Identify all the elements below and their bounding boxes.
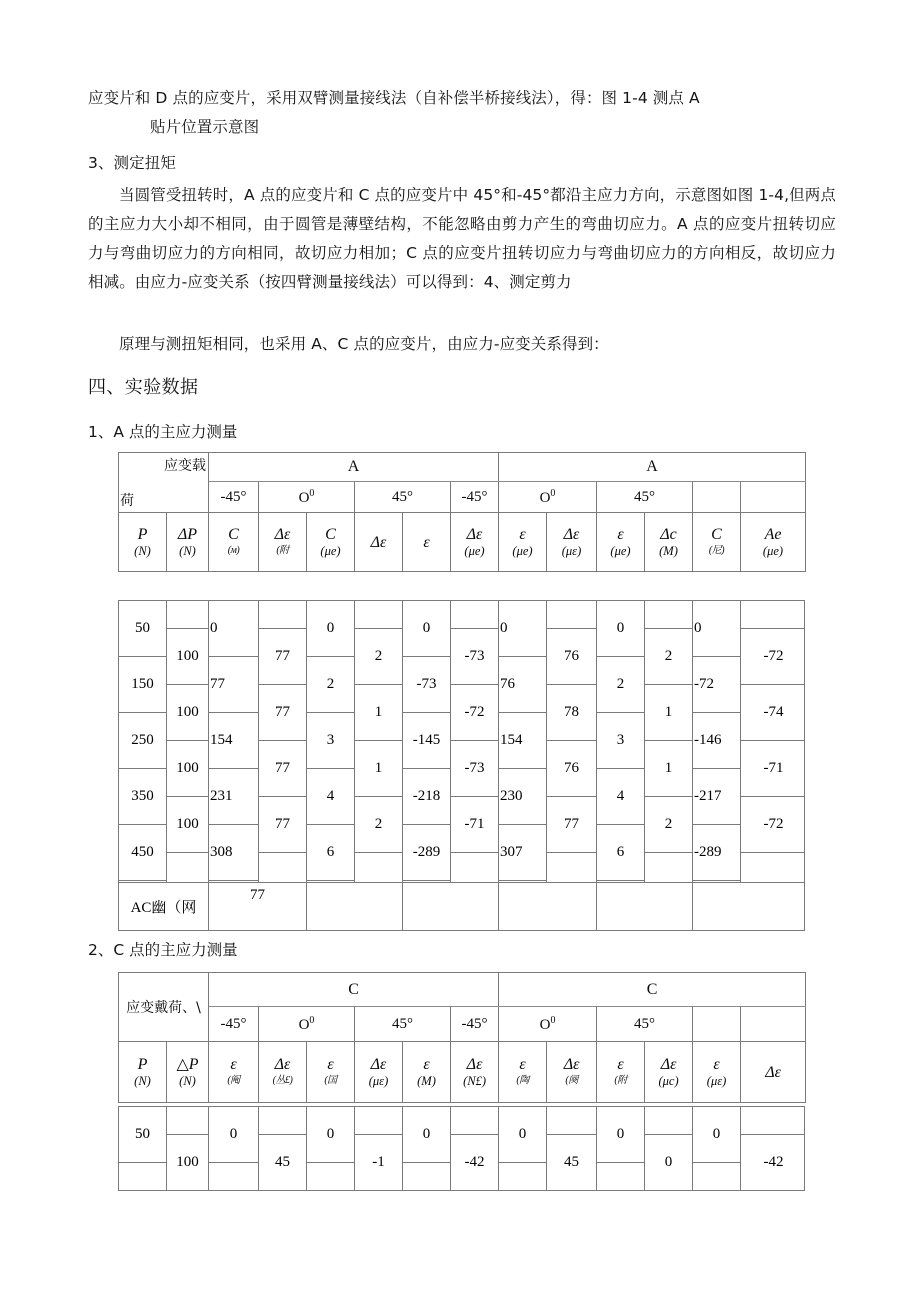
data-cell: 0: [499, 1107, 546, 1163]
symbol-unit: (με): [368, 1073, 389, 1088]
data-cell: 50: [119, 601, 166, 657]
data-cell: 307: [499, 825, 546, 881]
data-cell: -72: [451, 685, 498, 741]
symbol-glyph: △P: [176, 1055, 199, 1073]
symbol-unit: (国: [324, 1074, 337, 1086]
data-column-de_0: [355, 601, 403, 882]
symbol-glyph: Δε: [563, 1055, 580, 1073]
load-label-line1: 应变载: [164, 458, 206, 474]
symbol-glyph: ε: [423, 533, 430, 551]
data-cell: 76: [547, 629, 596, 685]
symbol-unit: (附: [276, 544, 289, 556]
data-column-e2_n45: [499, 601, 547, 882]
table-a-group-1-label: A: [347, 458, 360, 475]
paragraph-1b-text: 贴片位置示意图: [150, 118, 260, 136]
symbol-cell-10: [597, 513, 645, 572]
data-cell: 0: [403, 601, 450, 657]
paragraph-2-text: 3、测定扭矩: [88, 154, 176, 172]
data-column-dc2_0: [645, 601, 693, 882]
table-c-angle-6: 45°: [597, 1007, 693, 1042]
data-cell: 100: [167, 685, 208, 741]
data-cell: -217: [693, 769, 740, 825]
symbol-cell-6: [403, 1042, 451, 1103]
sub-heading-1: [88, 420, 237, 444]
table-c-angle-3: 45°: [355, 1007, 451, 1042]
table-c-load-label: [119, 973, 209, 1042]
table-a-angle-3: 45°: [355, 482, 451, 513]
paragraph-1: [88, 84, 833, 113]
symbol-glyph: Δε: [466, 525, 483, 543]
data-cell: 0: [209, 601, 258, 657]
data-cell: -145: [403, 713, 450, 769]
data-column-de_0: [355, 1107, 403, 1190]
data-cell: 1: [645, 685, 692, 741]
symbol-cell-7: [451, 513, 499, 572]
data-cell: -73: [451, 741, 498, 797]
data-cell: 100: [167, 629, 208, 685]
data-column-deltaP: [167, 601, 209, 882]
data-cell-lead: [547, 1107, 596, 1135]
data-cell: -72: [693, 657, 740, 713]
symbol-unit: (M): [659, 543, 678, 558]
table-a-group-row: [119, 453, 806, 482]
data-cell: -74: [741, 685, 805, 741]
data-column-de2_45: [741, 1107, 805, 1190]
symbol-glyph: ε: [423, 1055, 430, 1073]
table-a-angle-1: -45°: [209, 482, 259, 513]
data-column-de_45: [451, 601, 499, 882]
table-a-data-grid: [118, 600, 805, 883]
data-column-de_n45: [259, 601, 307, 882]
table-c-group-1: [209, 973, 499, 1007]
angle-superscript: 0: [309, 487, 315, 499]
data-column-e_45: [403, 601, 451, 882]
symbol-cell-5: [355, 513, 403, 572]
data-cell: 77: [547, 797, 596, 853]
table-c-header: [118, 972, 806, 1103]
symbol-glyph: ε: [327, 1055, 334, 1073]
data-cell: 45: [547, 1135, 596, 1191]
symbol-cell-3: [259, 1042, 307, 1103]
table-a-header: [118, 452, 806, 572]
table-a-summary-row: [118, 883, 805, 931]
data-cell-lead: [547, 601, 596, 629]
symbol-cell-3: [259, 513, 307, 572]
table-c-group-row: [119, 973, 806, 1007]
data-cell: -72: [741, 629, 805, 685]
data-cell: 2: [645, 797, 692, 853]
symbol-glyph: ε: [617, 1055, 624, 1073]
data-cell: 3: [597, 713, 644, 769]
data-cell: 6: [307, 825, 354, 881]
symbol-glyph: C: [228, 525, 239, 543]
symbol-glyph: Δε: [370, 533, 387, 551]
section-heading-text: 四、实验数据: [88, 377, 199, 398]
data-column-e_45: [403, 1107, 451, 1190]
data-cell: 2: [355, 797, 402, 853]
symbol-unit: (阕: [565, 1074, 578, 1086]
summary-empty-2: [307, 883, 403, 930]
data-cell: -1: [355, 1135, 402, 1191]
data-column-e2_n45: [499, 1107, 547, 1190]
data-cell: 0: [693, 1107, 740, 1163]
symbol-unit: (μe): [464, 543, 485, 558]
data-cell-lead: [645, 1107, 692, 1135]
data-cell-lead: [451, 1107, 498, 1135]
paragraph-4-text: 原理与测扭矩相同，也采用 A、C 点的应变片，由应力-应变关系得到：: [119, 335, 609, 353]
data-cell: 3: [307, 713, 354, 769]
data-column-de_45: [451, 1107, 499, 1190]
table-c-data-grid: [118, 1106, 805, 1191]
paragraph-4: [88, 330, 836, 359]
data-cell: 0: [209, 1107, 258, 1163]
sub-heading-1-text: 1、A 点的主应力测量: [88, 423, 238, 441]
summary-label: AC幽（网: [119, 883, 209, 930]
data-cell: 230: [499, 769, 546, 825]
symbol-unit: (N): [179, 543, 196, 558]
symbol-cell-11: [645, 1042, 693, 1103]
data-cell: 77: [259, 629, 306, 685]
symbol-cell-1: [167, 513, 209, 572]
symbol-unit: (陶: [516, 1074, 529, 1086]
symbol-cell-11: [645, 513, 693, 572]
data-cell-lead: [741, 601, 805, 629]
data-cell: 2: [597, 657, 644, 713]
data-cell: 154: [499, 713, 546, 769]
paragraph-3: [88, 181, 836, 297]
symbol-glyph: Δε: [765, 1063, 781, 1081]
data-cell: 1: [355, 741, 402, 797]
data-cell-lead: [259, 1107, 306, 1135]
data-column-e2_0: [597, 1107, 645, 1190]
data-column-de2_0: [645, 1107, 693, 1190]
symbol-glyph: Δc: [660, 525, 677, 543]
paragraph-2-heading: [88, 149, 833, 178]
symbol-cell-4: [307, 1042, 355, 1103]
symbol-cell-0: [119, 513, 167, 572]
data-cell: 4: [307, 769, 354, 825]
table-c-angle-8: [741, 1007, 806, 1042]
data-cell: 100: [167, 741, 208, 797]
load-label-line2: 荷: [120, 493, 134, 509]
data-cell: 45: [259, 1135, 306, 1191]
table-c-angle-5: $O^0$: [499, 1007, 597, 1042]
section-heading: [88, 375, 198, 401]
data-cell: 0: [645, 1135, 692, 1191]
table-a-angle-8: [741, 482, 806, 513]
data-cell: -289: [693, 825, 740, 881]
data-cell: 1: [645, 741, 692, 797]
data-column-ae2_45: [741, 601, 805, 882]
data-cell-lead: [741, 1107, 805, 1135]
data-cell: 154: [209, 713, 258, 769]
data-cell: 2: [645, 629, 692, 685]
symbol-cell-9: [547, 513, 597, 572]
table-a-angle-row: [119, 482, 806, 513]
summary-empty-4: [499, 883, 597, 930]
data-cell: 0: [693, 601, 740, 657]
data-cell: 350: [119, 769, 166, 825]
data-cell: 250: [119, 713, 166, 769]
symbol-glyph: ε: [230, 1055, 237, 1073]
symbol-unit: (丛£): [272, 1074, 293, 1086]
symbol-cell-6: [403, 513, 451, 572]
table-c-load-label-text: 应变戴荷、\: [126, 1000, 201, 1016]
data-column-de2_n45: [547, 601, 597, 882]
data-cell: 4: [597, 769, 644, 825]
data-cell: 77: [209, 657, 258, 713]
data-cell: 308: [209, 825, 258, 881]
data-cell: 2: [355, 629, 402, 685]
data-cell-lead: [167, 1107, 208, 1135]
symbol-glyph: ε: [713, 1055, 720, 1073]
table-c-angle-row: [119, 1007, 806, 1042]
symbol-cell-1: [167, 1042, 209, 1103]
table-a-angle-2: $O^0$: [259, 482, 355, 513]
symbol-cell-2: [209, 513, 259, 572]
symbol-glyph: C: [711, 525, 722, 543]
table-a-angle-4: -45°: [451, 482, 499, 513]
symbol-glyph: Δε: [370, 1055, 387, 1073]
symbol-glyph: Ae: [764, 525, 782, 543]
table-c-group-1-label: C: [348, 980, 359, 998]
table-a-angle-6: 45°: [597, 482, 693, 513]
table-a-load-label: [119, 453, 209, 513]
symbol-unit: (附: [614, 1074, 627, 1086]
data-cell: 0: [307, 601, 354, 657]
data-cell: 0: [597, 601, 644, 657]
table-a-angle-7: [693, 482, 741, 513]
data-column-c2_45: [693, 601, 741, 882]
data-cell-lead: [355, 601, 402, 629]
data-cell: -71: [741, 741, 805, 797]
data-cell: 100: [167, 1135, 208, 1191]
symbol-cell-8: [499, 1042, 547, 1103]
data-cell-lead: [451, 601, 498, 629]
symbol-glyph: P: [137, 1055, 148, 1073]
symbol-unit: (阄: [227, 1074, 240, 1086]
table-a-symbol-row: [119, 513, 806, 572]
data-cell: 77: [259, 741, 306, 797]
data-cell: 0: [499, 601, 546, 657]
symbol-unit: (μc): [658, 1073, 679, 1088]
data-cell: 231: [209, 769, 258, 825]
table-c-angle-1: -45°: [209, 1007, 259, 1042]
data-cell: -146: [693, 713, 740, 769]
symbol-glyph: Δε: [563, 525, 580, 543]
symbol-glyph: ΔP: [177, 525, 198, 543]
data-cell-lead: [167, 601, 208, 629]
symbol-glyph: C: [325, 525, 336, 543]
data-column-e2_0: [597, 601, 645, 882]
table-a-group-2: [499, 453, 806, 482]
data-cell: 0: [403, 1107, 450, 1163]
symbol-glyph: Δε: [274, 1055, 291, 1073]
data-cell: 100: [167, 797, 208, 853]
data-cell: 0: [597, 1107, 644, 1163]
sub-heading-2-text: 2、C 点的主应力测量: [88, 941, 238, 959]
symbol-unit: (尼): [708, 544, 725, 556]
data-cell: 76: [547, 741, 596, 797]
data-cell: -73: [403, 657, 450, 713]
symbol-unit: (μe): [610, 543, 631, 558]
data-cell: -72: [741, 797, 805, 853]
symbol-glyph: Δε: [274, 525, 291, 543]
table-a-angle-5: $O^0$: [499, 482, 597, 513]
data-cell: -42: [451, 1135, 498, 1191]
data-cell: -218: [403, 769, 450, 825]
symbol-glyph: Δε: [466, 1055, 483, 1073]
data-column-e_n45: [209, 1107, 259, 1190]
symbol-glyph: P: [137, 525, 148, 543]
table-c-angle-2: $O^0$: [259, 1007, 355, 1042]
symbol-unit: (N): [179, 1073, 196, 1088]
table-c-angle-7: [693, 1007, 741, 1042]
data-cell: -73: [451, 629, 498, 685]
symbol-cell-4: [307, 513, 355, 572]
table-c-group-2-label: C: [646, 980, 658, 998]
data-cell: 450: [119, 825, 166, 881]
table-c-group-2: [499, 973, 806, 1007]
data-cell-lead: [355, 1107, 402, 1135]
data-column-e2_45: [693, 1107, 741, 1190]
data-cell: 50: [119, 1107, 166, 1163]
paragraph-3-text: 当圆管受扭转时，A 点的应变片和 C 点的应变片中 45°和-45°都沿主应力方向，示意图如图 1-4,但两点的主应力大小却不相同，由于圆管是薄壁结构，不能忽略由剪力产生的弯曲切应力。A 点的应变片扭转切应力与弯曲切应力的方向相同，故切应力相加；C 点的应变片扭转切应力与弯曲切应力的方向相反，故切应力相减。由应力-应变关系（按四臂测量接线法）可以得到：4、测定剪力: [88, 186, 836, 291]
table-a-group-2-label: A: [646, 458, 658, 475]
symbol-cell-12: [693, 513, 741, 572]
summary-empty-6: [693, 883, 806, 930]
data-cell-lead: [259, 601, 306, 629]
symbol-cell-13: [741, 513, 806, 572]
symbol-cell-10: [597, 1042, 645, 1103]
symbol-glyph: ε: [617, 525, 624, 543]
symbol-unit: (N): [134, 543, 151, 558]
symbol-unit: (N£): [463, 1073, 486, 1088]
symbol-cell-2: [209, 1042, 259, 1103]
symbol-cell-7: [451, 1042, 499, 1103]
symbol-unit: (με): [706, 1073, 727, 1088]
symbol-unit: (м): [227, 544, 240, 556]
data-cell: 0: [307, 1107, 354, 1163]
symbol-cell-12: [693, 1042, 741, 1103]
symbol-glyph: ε: [519, 525, 526, 543]
symbol-cell-8: [499, 513, 547, 572]
data-column-de_n45: [259, 1107, 307, 1190]
symbol-unit: (μe): [512, 543, 533, 558]
data-column-P: [119, 601, 167, 882]
data-cell: 77: [259, 797, 306, 853]
data-column-P: [119, 1107, 167, 1190]
data-cell-lead: [645, 601, 692, 629]
symbol-cell-0: [119, 1042, 167, 1103]
paragraph-1-text: 应变片和 D 点的应变片，采用双臂测量接线法（自补偿半桥接线法），得：图 1-4 测点 A: [88, 89, 700, 107]
data-cell: 2: [307, 657, 354, 713]
sub-heading-2: [88, 938, 238, 962]
symbol-unit: (N): [134, 1073, 151, 1088]
symbol-glyph: Δε: [660, 1055, 677, 1073]
data-cell: 150: [119, 657, 166, 713]
data-column-c_0: [307, 601, 355, 882]
summary-empty-5: [597, 883, 693, 930]
symbol-unit: (M): [417, 1073, 436, 1088]
summary-value: 77: [209, 883, 307, 930]
symbol-glyph: ε: [519, 1055, 526, 1073]
data-cell: -289: [403, 825, 450, 881]
symbol-unit: (μe): [320, 543, 341, 558]
data-cell: 77: [259, 685, 306, 741]
data-cell: 76: [499, 657, 546, 713]
symbol-cell-9: [547, 1042, 597, 1103]
symbol-cell-13: [741, 1042, 806, 1103]
data-cell: 1: [355, 685, 402, 741]
data-column-e_0: [307, 1107, 355, 1190]
data-cell: -71: [451, 797, 498, 853]
data-column-de2_n45: [547, 1107, 597, 1190]
data-cell: -42: [741, 1135, 805, 1191]
table-c-symbol-row: [119, 1042, 806, 1103]
data-cell: 6: [597, 825, 644, 881]
data-cell: 78: [547, 685, 596, 741]
table-c-angle-4: -45°: [451, 1007, 499, 1042]
table-a-group-1: [209, 453, 499, 482]
summary-empty-3: [403, 883, 499, 930]
symbol-cell-5: [355, 1042, 403, 1103]
symbol-unit: (με): [561, 543, 582, 558]
data-column-c_n45: [209, 601, 259, 882]
paragraph-1b: [150, 113, 840, 142]
data-column-deltaP: [167, 1107, 209, 1190]
symbol-unit: (μe): [762, 543, 784, 558]
